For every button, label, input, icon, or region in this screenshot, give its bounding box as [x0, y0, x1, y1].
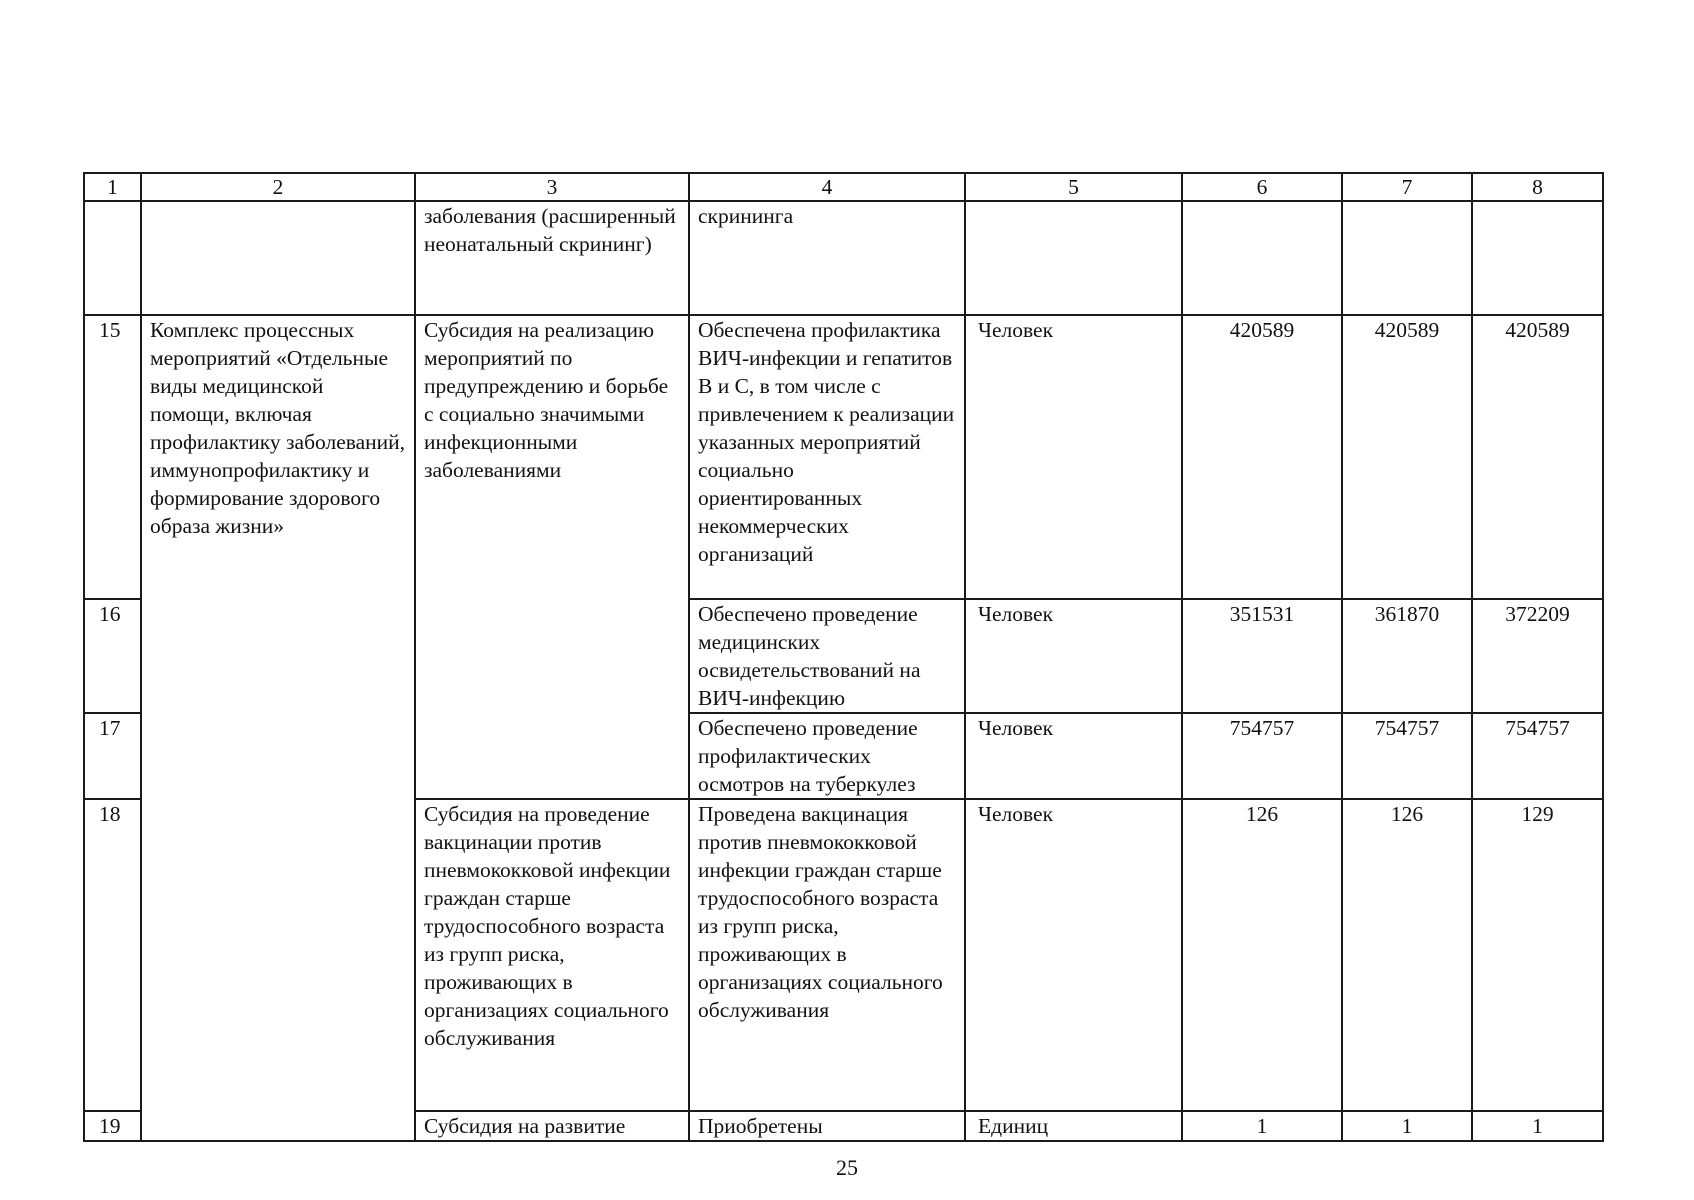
row-number: 17: [84, 713, 141, 799]
unit-cell: Человек: [965, 799, 1182, 1111]
value-cell-8: 372209: [1472, 599, 1603, 713]
event-cell: Субсидия на проведение вакцинации против пневмококковой инфекции граждан старше трудоспособного возраста из групп риска, проживающих в организациях социального обслуживания: [415, 799, 689, 1111]
value-cell-6: 351531: [1182, 599, 1342, 713]
column-number-1: 1: [84, 173, 141, 201]
unit-cell: Человек: [965, 713, 1182, 799]
result-cell: Обеспечено проведение профилактических осмотров на туберкулез: [689, 713, 965, 799]
value-cell-6: 126: [1182, 799, 1342, 1111]
complex-name-cell: [141, 201, 415, 315]
row-number: 19: [84, 1111, 141, 1141]
unit-cell: [965, 201, 1182, 315]
value-cell-6: 754757: [1182, 713, 1342, 799]
unit-cell: Единиц: [965, 1111, 1182, 1141]
row-number: 15: [84, 315, 141, 599]
row-number: [84, 201, 141, 315]
row-number: 16: [84, 599, 141, 713]
value-cell-8: [1472, 201, 1603, 315]
table-row: [84, 315, 1603, 599]
result-cell: Приобретены: [689, 1111, 965, 1141]
column-number-5: 5: [965, 173, 1182, 201]
value-cell-8: 129: [1472, 799, 1603, 1111]
event-cell: заболевания (расширенный неонатальный скрининг): [415, 201, 689, 315]
value-cell-7: 1: [1342, 1111, 1472, 1141]
document-sheet: [83, 172, 1604, 1142]
column-number-4: 4: [689, 173, 965, 201]
column-number-6: 6: [1182, 173, 1342, 201]
value-cell-8: 1: [1472, 1111, 1603, 1141]
result-cell: Проведена вакцинация против пневмококковой инфекции граждан старше трудоспособного возраста из групп риска, проживающих в организациях социального обслуживания: [689, 799, 965, 1111]
unit-cell: Человек: [965, 599, 1182, 713]
indicators-table: [83, 172, 1604, 1142]
column-number-8: 8: [1472, 173, 1603, 201]
value-cell-7: 420589: [1342, 315, 1472, 599]
column-numbers-row: [84, 173, 1603, 201]
row-number: 18: [84, 799, 141, 1111]
column-number-2: 2: [141, 173, 415, 201]
value-cell-6: [1182, 201, 1342, 315]
page-number: 25: [836, 1155, 858, 1180]
complex-name-cell: Комплекс процессных мероприятий «Отдельные виды медицинской помощи, включая профилактику заболеваний, иммунопрофилактику и формирование здорового образа жизни»: [141, 315, 415, 1141]
column-number-3: 3: [415, 173, 689, 201]
column-number-7: 7: [1342, 173, 1472, 201]
table-row: [84, 201, 1603, 315]
unit-cell: Человек: [965, 315, 1182, 599]
result-cell: скрининга: [689, 201, 965, 315]
value-cell-7: 126: [1342, 799, 1472, 1111]
result-cell: Обеспечено проведение медицинских освидетельствований на ВИЧ-инфекцию: [689, 599, 965, 713]
value-cell-7: 361870: [1342, 599, 1472, 713]
value-cell-6: 1: [1182, 1111, 1342, 1141]
value-cell-8: 420589: [1472, 315, 1603, 599]
result-cell: Обеспечена профилактика ВИЧ-инфекции и гепатитов В и С, в том числе с привлечением к реализации указанных мероприятий социально ориентированных некоммерческих организаций: [689, 315, 965, 599]
value-cell-7: 754757: [1342, 713, 1472, 799]
value-cell-7: [1342, 201, 1472, 315]
event-cell: Субсидия на реализацию мероприятий по предупреждению и борьбе с социально значимыми инфекционными заболеваниями: [415, 315, 689, 799]
event-cell: Субсидия на развитие: [415, 1111, 689, 1141]
value-cell-6: 420589: [1182, 315, 1342, 599]
value-cell-8: 754757: [1472, 713, 1603, 799]
